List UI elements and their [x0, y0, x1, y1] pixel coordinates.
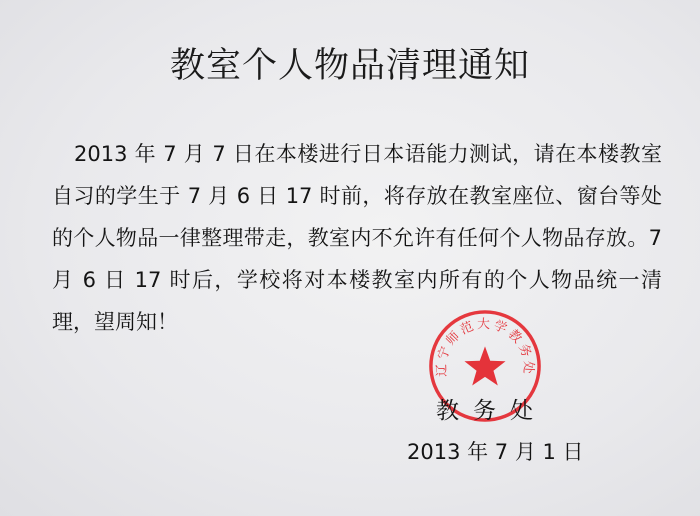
issuer-signature: 教务处 [436, 398, 547, 424]
notice-body-paragraph: 2013 年 7 月 7 日在本楼进行日本语能力测试，请在本楼教室自习的学生于 7 月 6 日 17 时前，将存放在教室座位、窗台等处的个人物品一律整理带走，教室内不允许有任何个人物品存放。7 月 6 日 17 时后，学校将对本楼教室内所有的个人物品统一清理，望周知！ [52, 142, 662, 334]
notice-title: 教室个人物品清理通知 [169, 46, 530, 86]
notice-date: 2013 年 7 月 1 日 [407, 440, 584, 464]
svg-text:辽宁师范大学教务处: 辽宁师范大学教务处 [434, 317, 536, 378]
seal-star-icon [464, 346, 505, 385]
notice-body [52, 133, 662, 343]
